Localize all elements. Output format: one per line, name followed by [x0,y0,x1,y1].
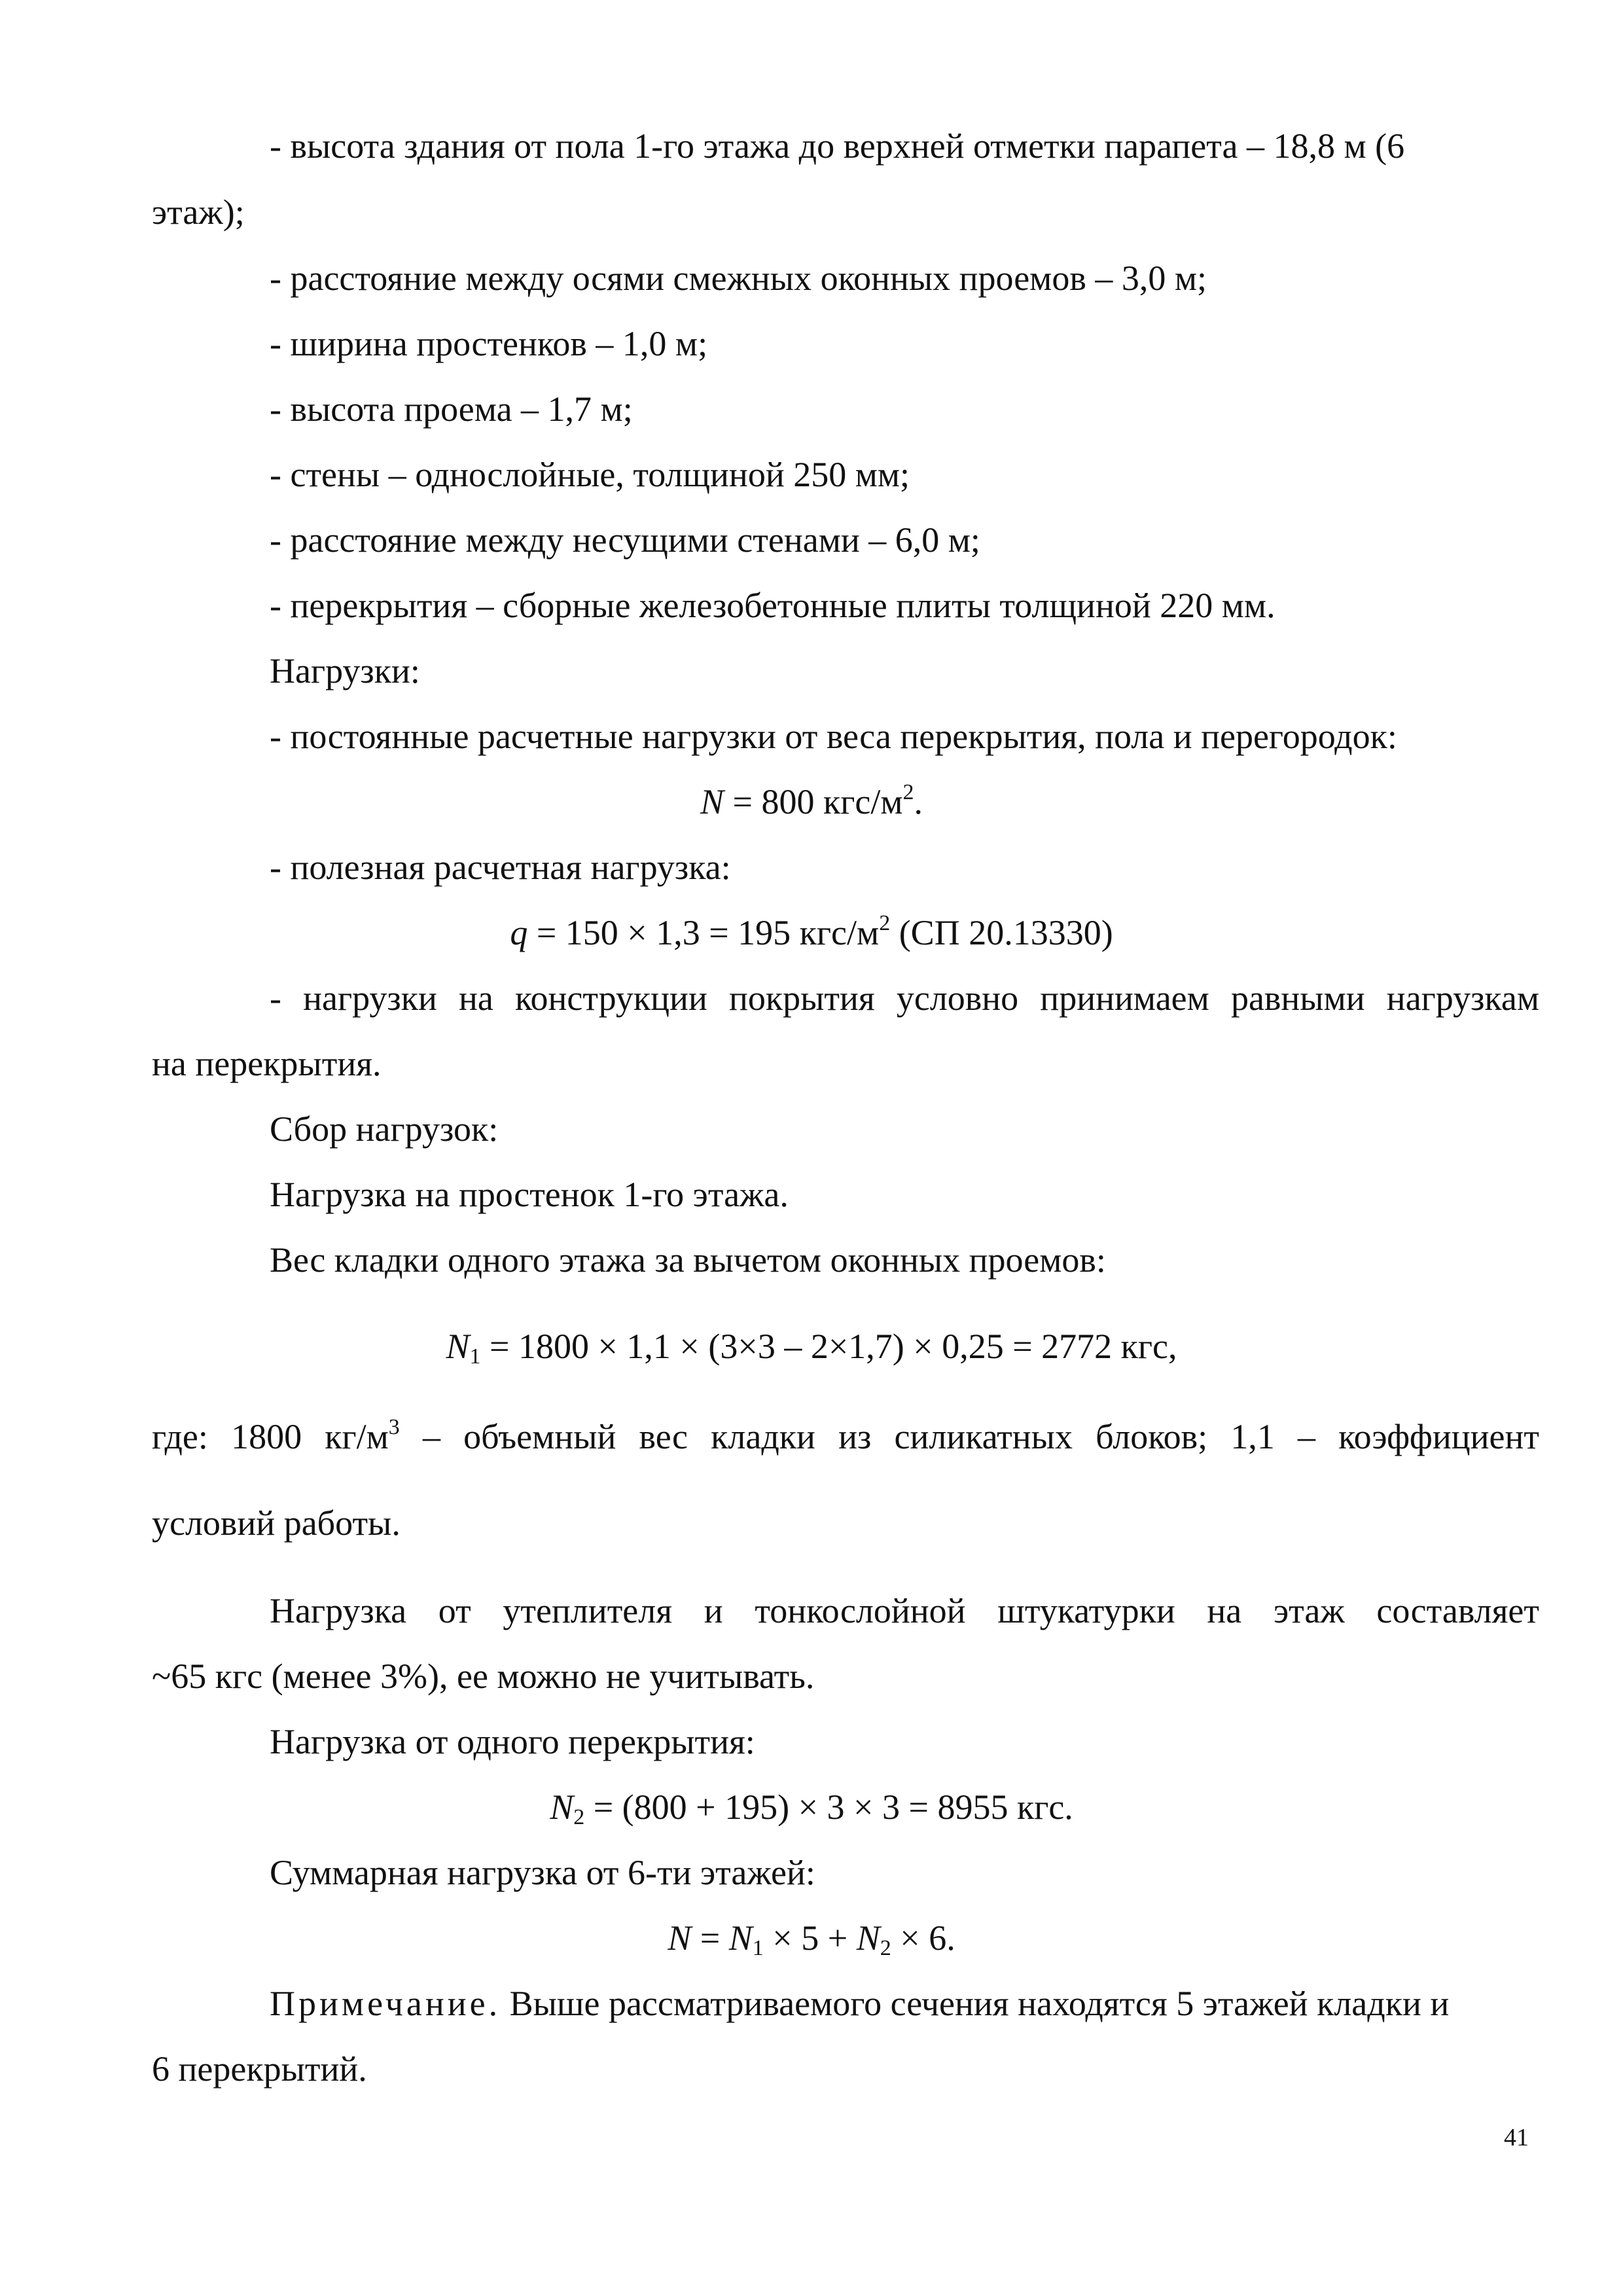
paragraph-line: - полезная расчетная нагрузка: [270,848,731,887]
paragraph-line: - высота здания от пола 1-го этажа до верхней отметки парапета – 18,8 м (6 [270,126,1405,166]
paragraph-line: Вес кладки одного этажа за вычетом оконных проемов: [270,1240,1106,1280]
page-number: 41 [1504,2124,1529,2151]
paragraph-line: - ширина простенков – 1,0 м; [270,324,708,363]
paragraph-line: - стены – однослойные, толщиной 250 мм; [270,455,910,494]
paragraph-line: - нагрузки на конструкции покрытия условно принимаем равными нагрузкам [270,978,1539,1018]
formula-slab-load: $N_2 = (800 + 195) \times 3 \times 3 = 8955$ кгс. [550,1787,1073,1829]
note-line: Примечание. Выше рассматриваемого сечения находятся 5 этажей кладки и [270,1984,1450,2023]
paragraph-line: Суммарная нагрузка от 6-ти этажей: [270,1853,815,1892]
paragraph-line: где: 1800 $кг/м^3$ – объемный вес кладки из силикатных блоков; 1,1 – коэффициент [152,1415,1540,1456]
formula-masonry-weight: $N_1 = 1800 \times 1,1 \times (3\times 3 - 2\times 1,7) \times 0,25 = 2772$ кгс, [446,1327,1177,1369]
note-label: Примечание. [270,1984,501,2023]
paragraph-line: - высота проема – 1,7 м; [270,389,633,429]
paragraph-line: Нагрузка на простенок 1-го этажа. [270,1175,789,1214]
paragraph-line: ~65 кгс (менее 3%), ее можно не учитывать. [152,1657,815,1696]
formula-total-load: $N = N_1 \times 5 + N_2 \times 6$. [668,1918,955,1960]
formula-live-load: q = 150 × 1,3 = 195 кгс/$м^2$ (СП 20.13330) [510,911,1113,952]
paragraph-line: Нагрузка от одного перекрытия: [270,1722,755,1761]
paragraph-line: - расстояние между осями смежных оконных проемов – 3,0 м; [270,259,1207,298]
section-heading: Сбор нагрузок: [270,1109,499,1149]
paragraph-line: этаж); [152,192,245,232]
paragraph-line: - постоянные расчетные нагрузки от веса перекрытия, пола и перегородок: [270,717,1397,756]
paragraph-line: на перекрытия. [152,1044,382,1083]
section-heading: Нагрузки: [270,651,420,691]
paragraph-line: условий работы. [152,1503,401,1543]
paragraph-line: - перекрытия – сборные железобетонные плиты толщиной 220 мм. [270,586,1275,625]
paragraph-line: - расстояние между несущими стенами – 6,0 м; [270,520,980,560]
formula-permanent-load: N = 800 кгс/$м^2$. [700,780,923,821]
paragraph-line: Нагрузка от утеплителя и тонкослойной штукатурки на этаж составляет [270,1591,1539,1630]
note-line: 6 перекрытий. [152,2049,367,2089]
